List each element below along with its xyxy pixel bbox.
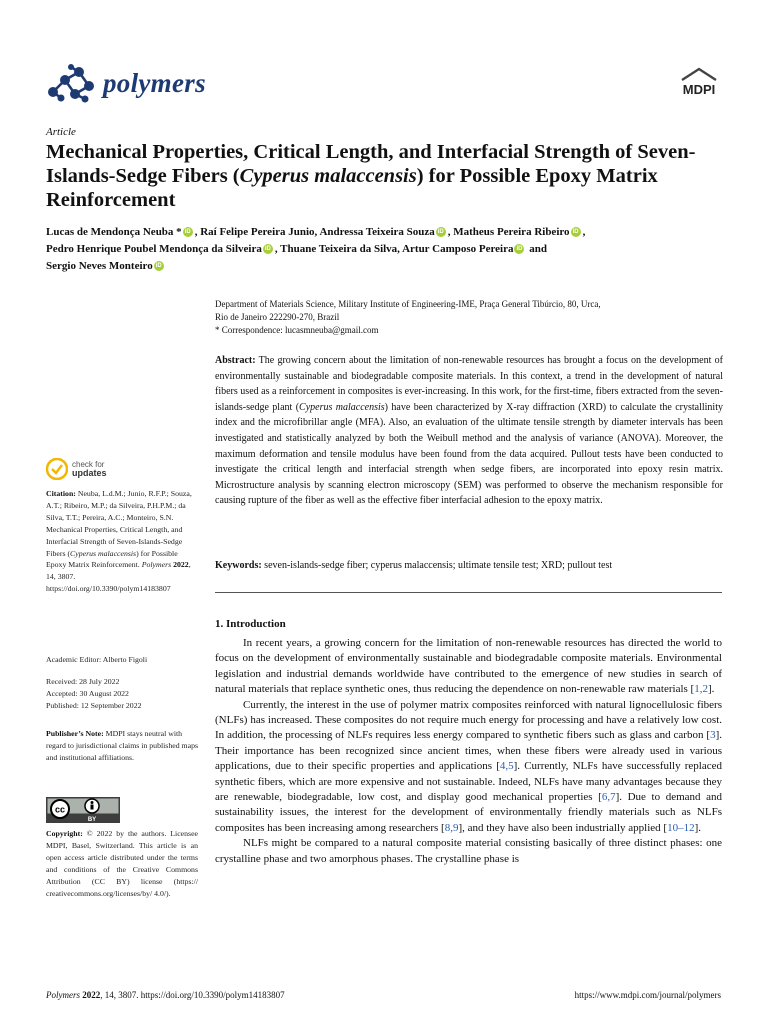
check-updates-line: check for: [72, 460, 105, 469]
check-updates-text: [72, 460, 107, 478]
abstract: [215, 353, 723, 509]
citation-link[interactable]: 10–12: [667, 821, 695, 834]
check-for-updates[interactable]: [46, 458, 107, 480]
citation-doi[interactable]: , 14, 3807. https://doi.org/10.3390/polym14183807: [46, 560, 191, 594]
publisher-note-label: Publisher’s Note:: [46, 729, 104, 738]
paragraph-text: In recent years, a growing concern for the limitation of non-renewable resources has directed the world to focus on the development of environmentally sustainable and biodegradable composite materials. Environmental legislation and industrial demands worldwide have contributed to the emergence of new studies in search of natural materials that replace synthetic ones, thus reducing the dependence on non-renewable raw materials [: [215, 637, 722, 696]
paragraph-text: ]. Currently, NLFs have successfully replaced synthetic fibers, which are more expensive and not sustainable. Indeed, NLFs have many advantages because they are renewable, biodegradable, low cost, and display good mechanical properties [: [215, 760, 722, 804]
section-heading: [215, 618, 286, 630]
citation-block: [46, 488, 198, 595]
publisher-note-text: MDPI stays neutral with regard to jurisdictional claims in published maps and institutional affiliations.: [46, 729, 199, 762]
citation-link[interactable]: 4,5: [499, 760, 514, 773]
paragraph-text: ]. Their importance has been recognized since ancient times, when these fibers were already used in various applications, due to their specific properties and applications [: [215, 729, 722, 773]
citation-year: 2022: [171, 560, 189, 570]
title-part-1: Mechanical Properties, Critical Length, and Interfacial Strength of Seven-Islands-Sedge Fibers (: [46, 141, 696, 187]
paragraph-text: ].: [694, 821, 702, 834]
svg-text:cc: cc: [54, 804, 66, 815]
author-separator: ,: [582, 226, 586, 238]
footer-doi[interactable]: , 14, 3807. https://doi.org/10.3390/polym14183807: [100, 990, 285, 1000]
author-list: [46, 224, 726, 275]
title-species: Cyperus malaccensis: [239, 165, 417, 187]
orcid-icon[interactable]: iD: [437, 229, 444, 236]
citation-text: Neuba, L.d.M.; Junio, R.F.P.; Souza, A.T.; Ribeiro, M.P.; da Silveira, P.H.P.M.; da Silva, T.T.; Pereira, A.C.; Monteiro, S.N. Mechanical Properties, Critical Length, and Interfacial Strength of Seven-Islands-Sedge Fibers (: [46, 489, 192, 558]
orcid-icon[interactable]: iD: [264, 246, 271, 253]
citation-link[interactable]: 1,2: [694, 683, 708, 696]
journal-name: polymers: [103, 67, 206, 98]
check-updates-line: updates: [72, 468, 107, 478]
footer-year: 2022: [80, 990, 101, 1000]
orcid-icon[interactable]: iD: [516, 246, 523, 253]
body-text: [215, 636, 722, 867]
copyright-text: © 2022 by the authors. Licensee MDPI, Basel, Switzerland. This article is an open access article distributed under the terms and conditions of the Creative Commons Attribution (CC BY) license (https:// creativecommons.org/licenses/by/ 4.0/).: [46, 829, 198, 898]
abstract-text: The growing concern about the limitation of non-renewable resources has brought a focus on the development of environmentally sustainable and biodegradable composite materials. In this context, a trend in the development of natural fibers used as a reinforcement in composites is ever-increasing. In this work, for the first-time, fibers extracted from the seven-islands-sedge plant (: [215, 355, 723, 413]
keywords-label: Keywords:: [215, 560, 262, 571]
citation-species: Cyperus malaccensis: [70, 548, 137, 558]
check-updates-icon: [46, 458, 68, 480]
affiliation: [215, 298, 725, 337]
published-date: Published: 12 September 2022: [46, 700, 142, 710]
paragraph: NLFs might be compared to a natural composite material consisting basically of three distinct phases: one crystalline phase and two amorphous phases. The crystalline phase is: [215, 837, 722, 865]
journal-brand[interactable]: [45, 58, 206, 108]
publisher-note: [46, 728, 198, 764]
accepted-date: Accepted: 30 August 2022: [46, 688, 129, 698]
abstract-label: Abstract:: [215, 355, 256, 366]
paragraph: [215, 636, 722, 698]
orcid-icon[interactable]: iD: [184, 229, 191, 236]
section-title: Introduction: [226, 618, 286, 630]
copyright-block: [46, 828, 198, 899]
orcid-icon[interactable]: iD: [572, 229, 579, 236]
author-separator: and: [526, 243, 547, 255]
section-number: 1.: [215, 618, 224, 630]
abstract-text: ) have been characterized by X-ray diffraction (XRD) to calculate the crystallinity index and the microfibrillar angle (MFA). Also, an evaluation of the ultimate tensile strength by diameter intervals has been investigated and statistically analyzed by both the Weibull method and the analysis of variance (ANOVA). Moreover, the maximum deformation and tensile modulus have been found from the data acquired. Pullout tests have been conducted to investigate the critical length and interfacial strength when sedge fibers, are incorporated into epoxy resin matrix. Microstructure analysis by scanning electron microscopy (SEM) was performed to observe the mechanism responsible for causing rupture of the fiber as well as the effective fiber interfacial adhesion to the epoxy matrix.: [215, 401, 723, 507]
author[interactable]: , Matheus Pereira Ribeiro: [447, 226, 570, 238]
paragraph-text: ], and they have also been industrially applied [: [458, 821, 668, 834]
polymers-logo: [45, 62, 97, 104]
citation-link[interactable]: 6,7: [601, 791, 616, 804]
paragraph-text: ]. Due to demand and sustainability issues, the interest for the development of environmentally friendly materials such as NLFs composites has been increasing among researchers [: [215, 791, 722, 834]
cc-by-label: BY: [87, 817, 97, 823]
citation-journal: Polymers: [141, 560, 172, 570]
citation-link[interactable]: 8,9: [444, 821, 459, 834]
keywords: [215, 559, 723, 573]
article-type: Article: [46, 126, 76, 138]
abstract-species: Cyperus malaccensis: [299, 401, 385, 413]
footer-journal: Polymers: [46, 990, 80, 1000]
academic-editor: Academic Editor: Alberto Figoli: [46, 655, 148, 664]
author[interactable]: Sergio Neves Monteiro: [46, 260, 153, 272]
copyright-label: Copyright:: [46, 829, 83, 838]
paragraph: [215, 698, 722, 837]
citation-text: ) for Possible Epoxy Matrix Reinforcement.: [46, 548, 178, 570]
citation-link[interactable]: 3: [710, 729, 716, 742]
mdpi-logo[interactable]: [674, 66, 724, 100]
author[interactable]: , Raí Felipe Pereira Junio, Andressa Teixeira Souza: [194, 226, 435, 238]
affiliation-line: Rio de Janeiro 222290-270, Brazil: [215, 312, 340, 322]
footer-url[interactable]: https://www.mdpi.com/journal/polymers: [574, 990, 721, 1000]
correspondence[interactable]: * Correspondence: lucasmneuba@gmail.com: [215, 325, 379, 335]
divider: [215, 592, 722, 593]
cc-by-icon[interactable]: [46, 797, 120, 823]
dates-block: [46, 676, 198, 712]
keywords-text: seven-islands-sedge fiber; cyperus malaccensis; ultimate tensile test; XRD; pullout test: [261, 560, 613, 571]
affiliation-line: Department of Materials Science, Military Institute of Engineering-IME, Praça General Tibúrcio, 80, Urca,: [215, 299, 601, 309]
title-part-2: ) for Possible Epoxy Matrix Reinforcement: [46, 165, 658, 211]
mdpi-logo-text: MDPI: [682, 82, 716, 97]
author[interactable]: , Thuane Teixeira da Silva, Artur Camposo Pereira: [274, 243, 514, 255]
footer-citation: [46, 990, 285, 1000]
author[interactable]: Pedro Henrique Poubel Mendonça da Silveira: [46, 243, 262, 255]
paper-title: [46, 140, 736, 212]
author[interactable]: Lucas de Mendonça Neuba *: [46, 226, 182, 238]
paragraph-text: Currently, the interest in the use of polymer matrix composites reinforced with natural lignocellulosic fibers (NLFs) has increased. These composites do not require much energy for processing and have a relatively low cost. In addition, the processing of NLFs requires less energy compared to synthetic fibers such as glass and carbon [: [215, 698, 722, 742]
citation-label: Citation:: [46, 489, 76, 498]
paragraph-text: ].: [707, 683, 715, 696]
received-date: Received: 28 July 2022: [46, 677, 120, 686]
orcid-icon[interactable]: iD: [155, 263, 162, 270]
